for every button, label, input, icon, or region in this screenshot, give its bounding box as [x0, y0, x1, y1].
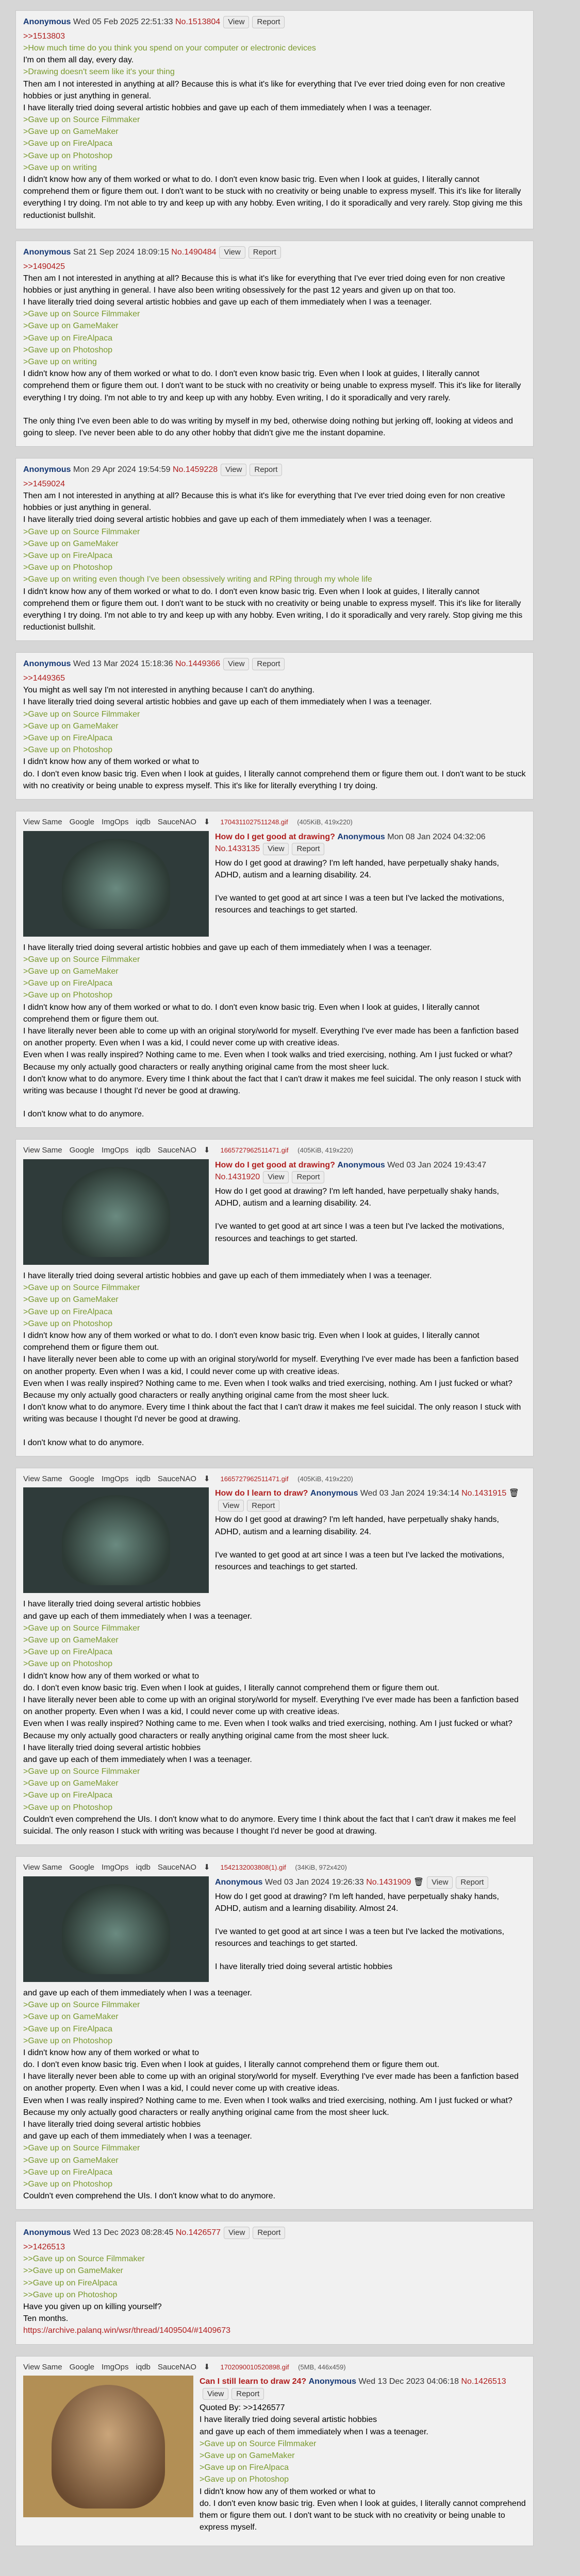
post-date: Wed 05 Feb 2025 22:51:33 [73, 18, 173, 26]
file-meta: (405KiB, 419x220) [297, 818, 353, 826]
report-button[interactable]: Report [292, 1171, 324, 1183]
greentext-line: >Gave up on GameMaker [23, 1636, 119, 1645]
greentext-line: >Gave up on Source Filmmaker [23, 527, 140, 536]
poster-name: Anonymous [23, 465, 71, 474]
post-body [23, 478, 526, 633]
greentext-line: >Gave up on FireAlpaca [23, 2167, 112, 2177]
image-tool-0[interactable]: View Same [23, 1863, 62, 1872]
post [15, 241, 534, 447]
thumbnail-art [52, 2385, 165, 2509]
image-tool-0[interactable]: View Same [23, 817, 62, 826]
file-name[interactable]: 1665727962511471.gif [220, 1146, 289, 1155]
greentext-line: >Gave up on FireAlpaca [23, 1648, 112, 1657]
thumbnail-art [62, 1495, 170, 1585]
post-text-line: I have literally tried doing several artistic hobbies and gave up each of them immediately when I was a teenager. [23, 698, 432, 707]
post-text-line: How do I get good at drawing? I'm left handed, have perpetually shaky hands, ADHD, autism and a learning disability. 24. [215, 858, 499, 879]
post-number[interactable]: No.1433135 [215, 844, 260, 853]
view-button[interactable]: View [224, 2227, 250, 2239]
thumbnail-art [62, 1884, 170, 1974]
post-text-line: I don't know what to do anymore. Every time I think about the fact that I can't draw it makes me feel suicidal. The only reason I stuck with writing was because I thought I'd never be good at drawing. [23, 1074, 521, 1095]
greentext-line: >How much time do you think you spend on your computer or electronic devices [23, 43, 316, 53]
post-text-line: I've wanted to get good at art since I was a teen but I've lacked the motivations, resources and teachings to get started. [215, 1222, 505, 1243]
post-subject: How do I learn to draw? [215, 1489, 308, 1498]
file-info [220, 1146, 360, 1154]
post-text-line: Then am I not interested in anything at all? Because this is what it's like for everything that I've ever tried doing even for non creative hobbies or just anything in general. [23, 79, 505, 100]
greentext-line: >Gave up on GameMaker [23, 1295, 119, 1304]
greentext-line: >Gave up on GameMaker [23, 1779, 119, 1788]
greentext-line: >Gave up on FireAlpaca [23, 551, 112, 560]
post-text-line: I didn't know how any of them worked or what to [200, 2487, 376, 2496]
greentext-line: >Gave up on Photoshop [23, 1319, 113, 1328]
poster-name: Anonymous [308, 2377, 357, 2386]
image-tool-2[interactable]: ImgOps [101, 2362, 129, 2371]
post-text-line: Couldn't even comprehend the UIs. I don't know what to do anymore. [23, 2192, 276, 2201]
image-tool-4[interactable]: SauceNAO [157, 817, 196, 826]
post-subject: Can I still learn to draw 24? [200, 2377, 307, 2386]
greentext-line: >Gave up on Photoshop [23, 745, 113, 755]
poster-name: Anonymous [23, 247, 71, 257]
report-button[interactable]: Report [231, 2388, 264, 2400]
trash-icon[interactable]: 🗑 [506, 1489, 520, 1498]
post-body-side [215, 1159, 526, 1265]
post-info [23, 246, 526, 259]
greentext-line: >Gave up on GameMaker [200, 2451, 295, 2460]
greentext-line: >Gave up on Source Filmmaker [23, 709, 140, 719]
post-body-side [215, 1876, 526, 1982]
view-button[interactable]: View [427, 1876, 453, 1889]
image-tool-2[interactable]: ImgOps [101, 817, 129, 826]
greentext-line: >Gave up on FireAlpaca [23, 1791, 112, 1800]
post-text-line: Ten months. [23, 2314, 69, 2324]
greentext-line: >Gave up on FireAlpaca [200, 2463, 289, 2472]
greentext-line: >Gave up on Photoshop [23, 991, 113, 1000]
post [15, 2356, 534, 2547]
post-text-line: I have literally tried doing several artistic hobbies and gave up each of them immediately when I was a teenager. [23, 298, 432, 307]
view-button[interactable]: View [218, 1500, 244, 1512]
image-tool-2[interactable]: ImgOps [101, 1474, 129, 1483]
paragraph-gap [215, 1209, 526, 1221]
post-text-line: Even when I was really inspired? Nothing came to me. Even when I took walks and tried exercising, nothing. Am I just fucked or what? Because my only actually good characters or really anything original came from the most sheer luck. [23, 2096, 512, 2117]
post-date: Wed 03 Jan 2024 19:34:14 [360, 1489, 459, 1498]
post-number[interactable]: No.1490484 [171, 247, 217, 257]
image-tool-3[interactable]: iqdb [136, 1474, 151, 1483]
image-tool-4[interactable]: SauceNAO [157, 1474, 196, 1483]
post-subject: How do I get good at drawing? [215, 832, 335, 841]
post-text-line: I don't know what to do anymore. Every time I think about the fact that I can't draw it makes me feel suicidal. The only reason I stuck with writing was because I thought I'd never be good at drawing. [23, 1403, 521, 1424]
greentext-line: >>Gave up on FireAlpaca [23, 2278, 118, 2287]
greentext-line: >Gave up on Source Filmmaker [23, 1623, 140, 1633]
greentext-line: >Gave up on FireAlpaca [23, 2024, 112, 2033]
post-text-line: I have literally tried doing several artistic hobbies [200, 2415, 377, 2425]
greentext-line: >Gave up on Source Filmmaker [23, 955, 140, 964]
post-body [23, 1270, 526, 1449]
post-text-line: I don't know what to do anymore. [23, 1438, 144, 1447]
greentext-line: >Gave up on Photoshop [23, 2179, 113, 2189]
poster-name: Anonymous [23, 18, 71, 26]
image-tool-3[interactable]: iqdb [136, 1863, 151, 1872]
poster-name: Anonymous [23, 2228, 71, 2238]
post-text-line: I have literally never been able to come up with an original story/world for myself. Everything I've ever made has been a fanfiction based on another property. Even when I was a kid, I could never come up with creative ideas. [23, 2072, 519, 2093]
paragraph-gap [215, 1538, 526, 1549]
file-meta: (405KiB, 419x220) [297, 1475, 353, 1483]
post-text-line: I have literally tried doing several artistic hobbies and gave up each of them immediately when I was a teenager. [23, 943, 432, 952]
post-text-line: I didn't know how any of them worked or what to do. I don't even know basic trig. Even when I look at guides, I literally cannot comprehend them or figure them out. I don't want to be stuck with no creativity or being unable to express myself. This it's like for literally everything I try doing. I'm not able to try and keep up with any hobby. Even writing, I do it sporadically and very rarely. [23, 369, 521, 402]
post-number[interactable]: No.1449366 [175, 659, 221, 669]
post-number[interactable]: No.1431909 [366, 1877, 411, 1887]
file-info [220, 2363, 353, 2371]
post [15, 2221, 534, 2344]
post-text-line: I don't know what to do anymore. [23, 1110, 144, 1119]
paragraph-gap [215, 881, 526, 892]
post-date: Wed 13 Dec 2023 08:28:45 [73, 2228, 174, 2238]
post-text-line: Even when I was really inspired? Nothing came to me. Even when I took walks and tried exercising, nothing. Am I just fucked or what? Because my only actually good characters or really anything original came from the most sheer luck. [23, 1050, 512, 1072]
post-date: Wed 13 Dec 2023 04:06:18 [358, 2377, 459, 2386]
post-text-line: Even when I was really inspired? Nothing came to me. Even when I took walks and tried exercising, nothing. Am I just fucked or what? Because my only actually good characters or really anything original came from the most sheer luck. [23, 1379, 512, 1400]
post-text-line: and gave up each of them immediately when I was a teenager. [23, 1612, 252, 1621]
post-body-side [215, 1487, 526, 1593]
poster-name: Anonymous [215, 1877, 263, 1887]
post-media [23, 1876, 526, 1982]
greentext-line: >Gave up on FireAlpaca [23, 333, 112, 343]
report-button[interactable]: Report [292, 843, 324, 855]
greentext-line: >>Gave up on GameMaker [23, 2266, 123, 2276]
image-tool-4[interactable]: SauceNAO [157, 1146, 196, 1155]
post-body [23, 672, 526, 792]
report-button[interactable]: Report [456, 1876, 488, 1889]
post-date: Mon 29 Apr 2024 19:54:59 [73, 465, 171, 474]
file-info [220, 1475, 360, 1483]
greentext-line: >Gave up on writing even though I've been obsessively writing and RPing through my whole life [23, 575, 372, 584]
post-number[interactable]: No.1459228 [172, 465, 218, 474]
post [15, 811, 534, 1128]
view-button[interactable]: View [223, 16, 249, 28]
post-info [200, 2376, 526, 2400]
paragraph-gap [215, 1914, 526, 1926]
greentext-line: >Gave up on Photoshop [23, 345, 113, 354]
post-text-line: How do I get good at drawing? I'm left handed, have perpetually shaky hands, ADHD, autism and a learning disability. 24. [215, 1515, 499, 1536]
greentext-line: >Gave up on Photoshop [200, 2475, 289, 2484]
greentext-line: >Gave up on Source Filmmaker [23, 1767, 140, 1776]
post-text-line: I have literally never been able to come up with an original story/world for myself. Everything I've ever made has been a fanfiction based on another property. Even when I was a kid, I could never come up with creative ideas. [23, 1355, 519, 1376]
image-search-tools [23, 1145, 526, 1156]
post [15, 10, 534, 229]
poster-name: Anonymous [337, 1161, 385, 1170]
post-number[interactable]: No.1426577 [175, 2228, 221, 2238]
post-date: Mon 08 Jan 2024 04:32:06 [387, 832, 486, 841]
post-info [23, 464, 526, 476]
greentext-line: >Gave up on Photoshop [23, 1803, 113, 1812]
post-text-line: I didn't know how any of them worked or what to do. I don't even know basic trig. Even when I look at guides, I literally cannot comprehend them or figure them out. I don't want to be stuck with no creativity or being unable to express myself. This it's like for literally everything I try doing. I'm not able to try and keep up with any hobby. Even writing, I do it sporadically and very rarely. Stop giving me this reductionist bullshit. [23, 587, 523, 632]
greentext-line: >Gave up on GameMaker [23, 721, 119, 731]
image-tool-4[interactable]: SauceNAO [157, 1863, 196, 1872]
post-text-line: I didn't know how any of them worked or what to [23, 1671, 200, 1681]
post [15, 458, 534, 641]
post-subject: How do I get good at drawing? [215, 1161, 335, 1170]
post-number[interactable]: No.1513804 [175, 18, 221, 26]
post-text-line: Even when I was really inspired? Nothing came to me. Even when I took walks and tried exercising, nothing. Am I just fucked or what? Because my only actually good characters or really anything original came from the most sheer luck. [23, 1719, 512, 1740]
post-date: Sat 21 Sep 2024 18:09:15 [73, 247, 169, 257]
post-text-line: do. I don't even know basic trig. Even when I look at guides, I literally cannot comprehend them or figure them out. [23, 1683, 440, 1692]
image-search-tools [23, 2362, 526, 2373]
post-body [23, 30, 526, 222]
post-thumbnail[interactable] [23, 1876, 209, 1982]
report-button[interactable]: Report [250, 464, 282, 476]
post-text-line: I'm on them all day, every day. [23, 56, 134, 65]
post-text-line: I have literally tried doing several artistic hobbies and gave up each of them immediately when I was a teenager. [23, 103, 432, 112]
quote-link[interactable]: https://archive.palanq.win/wsr/thread/1409504/#1409673 [23, 2326, 231, 2335]
post-text-line: and gave up each of them immediately when I was a teenager. [23, 1755, 252, 1764]
post-body [23, 1987, 526, 2202]
paragraph-gap [215, 1950, 526, 1961]
file-name[interactable]: 1542132003808(1).gif [220, 1863, 286, 1872]
post-text-line: I have literally tried doing several artistic hobbies and gave up each of them immediately when I was a teenager. [23, 1272, 432, 1281]
greentext-line: >Gave up on Source Filmmaker [200, 2439, 317, 2448]
post-date: Wed 03 Jan 2024 19:26:33 [264, 1877, 364, 1887]
post-thumbnail[interactable] [23, 1159, 209, 1265]
post-text-line: I didn't know how any of them worked or what to do. I don't even know basic trig. Even when I look at guides, I literally cannot comprehend them or figure them out. I don't want to be stuck with no creativity or being unable to express myself. This it's like for literally everything I try doing. I'm not able to try and keep up with any hobby. Even writing, I do it sporadically and very rarely. Stop giving me this reductionist bullshit. [23, 175, 523, 220]
post-text-line: do. I don't even know basic trig. Even when I look at guides, I literally cannot comprehend them or figure them out. I don't want to be stuck with no creativity or being unable to express myself. This it's like for literally everything I try doing. [23, 769, 526, 790]
greentext-line: >Gave up on Source Filmmaker [23, 2144, 140, 2153]
download-icon[interactable]: ⬇ [203, 817, 210, 826]
greentext-line: >Gave up on FireAlpaca [23, 1307, 112, 1316]
file-name[interactable]: 1704311027511248.gif [220, 818, 288, 826]
image-tool-1[interactable]: Google [69, 1474, 94, 1483]
post-text-line: I didn't know how any of them worked or what to [23, 757, 200, 767]
image-search-tools [23, 1473, 526, 1485]
post-text-line: I've wanted to get good at art since I was a teen but I've lacked the motivations, resources and teachings to get started. [215, 894, 505, 915]
post-text-line: I've wanted to get good at art since I was a teen but I've lacked the motivations, resources and teachings to get started. [215, 1550, 505, 1571]
quote-link[interactable]: >>1426513 [23, 2243, 65, 2252]
post-text-line: I have literally never been able to come up with an original story/world for myself. Everything I've ever made has been a fanfiction based on another property. Even when I was a kid, I could never come up with creative ideas. [23, 1027, 519, 1048]
greentext-line: >Gave up on GameMaker [23, 2156, 119, 2165]
quote-link[interactable]: >>1459024 [23, 479, 65, 488]
view-button[interactable]: View [203, 2388, 228, 2400]
post-number[interactable]: No.1426513 [461, 2377, 506, 2386]
poster-name: Anonymous [23, 659, 71, 669]
image-tool-1[interactable]: Google [69, 1863, 94, 1872]
post-media [23, 1159, 526, 1265]
quote-link[interactable]: >>1513803 [23, 31, 65, 41]
image-tool-0[interactable]: View Same [23, 1146, 62, 1155]
post-text-line: do. I don't even know basic trig. Even when I look at guides, I literally cannot comprehend them or figure them out. I don't want to be stuck with no creativity or being unable to express myself. [200, 2499, 526, 2532]
greentext-line: >Gave up on FireAlpaca [23, 734, 112, 742]
view-button[interactable]: View [263, 1171, 289, 1183]
greentext-line: >Gave up on Source Filmmaker [23, 115, 140, 125]
image-tool-3[interactable]: iqdb [136, 1146, 151, 1155]
post-info [23, 16, 526, 28]
report-button[interactable]: Report [253, 2227, 285, 2239]
post-info [215, 1487, 526, 1512]
post-number[interactable]: No.1431915 [461, 1489, 507, 1498]
view-button[interactable]: View [263, 843, 289, 855]
post-text-line: Couldn't even comprehend the UIs. I don't know what to do anymore. Every time I think about the fact that I can't draw it makes me feel suicidal. The only reason I stuck with writing was because I thought I'd never be good at drawing. [23, 1815, 516, 1836]
post-text-line: The only thing I've even been able to do was writing by myself in my bed, otherwise doing nothing but jerking off, looking at videos and going to sleep. I've never been able to do any other hobby that didn't give me the instant dopamine. [23, 416, 513, 437]
post-text-line: Then am I not interested in anything at all? Because this is what it's like for everything that I've ever tried doing even for non creative hobbies or just anything in general. I have also been writing obsessively for the past 12 years and given up on that too. [23, 274, 505, 295]
thumbnail-art [62, 839, 170, 929]
image-tool-4[interactable]: SauceNAO [157, 2362, 196, 2371]
trash-icon[interactable]: 🗑 [411, 1877, 424, 1887]
post-body [23, 942, 526, 1121]
file-meta: (405KiB, 419x220) [297, 1146, 353, 1155]
post-text-line: I didn't know how any of them worked or what to do. I don't even know basic trig. Even when I look at guides, I literally cannot comprehend them or figure them out. [23, 1331, 479, 1352]
view-button[interactable]: View [221, 464, 246, 476]
image-search-tools [23, 817, 526, 828]
post [15, 652, 534, 800]
image-tool-1[interactable]: Google [69, 2362, 94, 2371]
quote-link[interactable]: >>1449365 [23, 674, 65, 683]
post [15, 1856, 534, 2210]
image-tool-1[interactable]: Google [69, 1146, 94, 1155]
quoted-by: Quoted By: >>1426577 [200, 2403, 285, 2413]
post-text-line: I've wanted to get good at art since I was a teen but I've lacked the motivations, resources and teachings to get started. [215, 1927, 505, 1948]
report-button[interactable]: Report [248, 246, 281, 259]
greentext-line: >Gave up on writing [23, 163, 97, 172]
post-info [215, 1876, 526, 1889]
paragraph-gap [23, 404, 526, 415]
quote-link[interactable]: >>1490425 [23, 262, 65, 271]
greentext-line: >Drawing doesn't seem like it's your thing [23, 67, 175, 77]
image-tool-2[interactable]: ImgOps [101, 1146, 129, 1155]
post-text-line: I have literally tried doing several artistic hobbies [23, 1600, 201, 1609]
report-button[interactable]: Report [252, 16, 285, 28]
post-text-line: I have literally tried doing several artistic hobbies and gave up each of them immediately when I was a teenager. [23, 515, 432, 524]
view-button[interactable]: View [223, 658, 249, 670]
post-text-line: and gave up each of them immediately when I was a teenager. [23, 2132, 252, 2141]
post-date: Wed 13 Mar 2024 15:18:36 [73, 659, 173, 669]
post-text-line: I have literally tried doing several artistic hobbies [23, 1743, 201, 1752]
post-text-line: Have you given up on killing yourself? [23, 2302, 162, 2311]
post-media [23, 2376, 526, 2533]
paragraph-gap [23, 1426, 526, 1437]
image-search-tools [23, 1862, 526, 1873]
file-name[interactable]: 1702090010520898.gif [220, 2363, 289, 2371]
file-meta: (34KiB, 972x420) [295, 1863, 347, 1872]
image-tool-1[interactable]: Google [69, 817, 94, 826]
post-info [215, 1159, 526, 1183]
greentext-line: >Gave up on Photoshop [23, 1659, 113, 1669]
greentext-line: >Gave up on GameMaker [23, 321, 119, 331]
download-icon[interactable]: ⬇ [203, 1146, 210, 1155]
post-media [23, 1487, 526, 1593]
greentext-line: >Gave up on GameMaker [23, 127, 119, 137]
post-thumbnail[interactable] [23, 2376, 193, 2517]
greentext-line: >>Gave up on Photoshop [23, 2290, 118, 2299]
download-icon[interactable]: ⬇ [203, 1474, 210, 1483]
file-info [220, 818, 359, 826]
greentext-line: >Gave up on GameMaker [23, 539, 119, 548]
post-text-line: I have literally never been able to come up with an original story/world for myself. Everything I've ever made has been a fanfiction based on another property. Even when I was a kid, I could never come up with creative ideas. [23, 1695, 519, 1717]
image-tool-2[interactable]: ImgOps [101, 1863, 129, 1872]
image-tool-3[interactable]: iqdb [136, 2362, 151, 2371]
post [15, 1468, 534, 1845]
greentext-line: >Gave up on Photoshop [23, 151, 113, 160]
file-info [220, 1863, 354, 1871]
post-text-line: You might as well say I'm not interested in anything because I can't do anything. [23, 686, 314, 695]
post-text-line: I didn't know how any of them worked or what to [23, 2048, 200, 2057]
thumbnail-art [62, 1167, 170, 1257]
post-media [23, 831, 526, 937]
poster-name: Anonymous [310, 1489, 358, 1498]
greentext-line: >>Gave up on Source Filmmaker [23, 2255, 145, 2264]
greentext-line: >Gave up on GameMaker [23, 2012, 119, 2022]
post-thumbnail[interactable] [23, 831, 209, 937]
image-tool-3[interactable]: iqdb [136, 817, 151, 826]
greentext-line: >Gave up on Photoshop [23, 563, 113, 572]
file-meta: (5MB, 446x459) [298, 2363, 346, 2371]
report-button[interactable]: Report [252, 658, 285, 670]
poster-name: Anonymous [337, 832, 385, 841]
image-tool-0[interactable]: View Same [23, 2362, 62, 2371]
post-text-line: I didn't know how any of them worked or what to do. I don't even know basic trig. Even when I look at guides, I literally cannot comprehend them or figure them out. [23, 1003, 479, 1024]
greentext-line: >Gave up on GameMaker [23, 967, 119, 976]
post-info [23, 2227, 526, 2239]
greentext-line: >Gave up on Photoshop [23, 2036, 113, 2045]
file-name[interactable]: 1665727962511471.gif [220, 1475, 289, 1483]
post-text-line: Then am I not interested in anything at all? Because this is what it's like for everything that I've ever tried doing even for non creative hobbies or just anything in general. [23, 492, 505, 513]
post-body-side [215, 831, 526, 937]
greentext-line: >Gave up on FireAlpaca [23, 979, 112, 988]
greentext-line: >Gave up on Source Filmmaker [23, 310, 140, 319]
download-icon[interactable]: ⬇ [203, 2362, 210, 2371]
post-number[interactable]: No.1431920 [215, 1173, 260, 1182]
report-button[interactable]: Report [247, 1500, 279, 1512]
post-text-line: and gave up each of them immediately when I was a teenager. [23, 1988, 252, 1997]
post-text-line: do. I don't even know basic trig. Even when I look at guides, I literally cannot comprehend them or figure them out. [23, 2060, 440, 2070]
post-text-line: How do I get good at drawing? I'm left handed, have perpetually shaky hands, ADHD, autism and a learning disability. 24. [215, 1187, 499, 1208]
paragraph-gap [23, 1097, 526, 1108]
greentext-line: >Gave up on Source Filmmaker [23, 2001, 140, 2010]
post-info [215, 831, 526, 855]
post [15, 1139, 534, 1456]
post-text-line: I have literally tried doing several artistic hobbies [215, 1962, 393, 1972]
post-info [23, 658, 526, 670]
post-thumbnail[interactable] [23, 1487, 209, 1593]
post-body-side [200, 2376, 526, 2533]
greentext-line: >Gave up on writing [23, 358, 97, 366]
greentext-line: >Gave up on Source Filmmaker [23, 1283, 140, 1293]
view-button[interactable]: View [219, 246, 245, 259]
post-text-line: How do I get good at drawing? I'm left handed, have perpetually shaky hands, ADHD, autism and a learning disability. Almost 24. [215, 1892, 499, 1913]
post-body [23, 261, 526, 439]
post-text-line: and gave up each of them immediately when I was a teenager. [200, 2427, 428, 2436]
download-icon[interactable]: ⬇ [203, 1863, 210, 1872]
post-date: Wed 03 Jan 2024 19:43:47 [387, 1161, 487, 1170]
greentext-line: >Gave up on FireAlpaca [23, 139, 112, 148]
post-body [23, 1598, 526, 1837]
post-body [23, 2241, 526, 2337]
image-tool-0[interactable]: View Same [23, 1474, 62, 1483]
post-text-line: I have literally tried doing several artistic hobbies [23, 2120, 201, 2129]
